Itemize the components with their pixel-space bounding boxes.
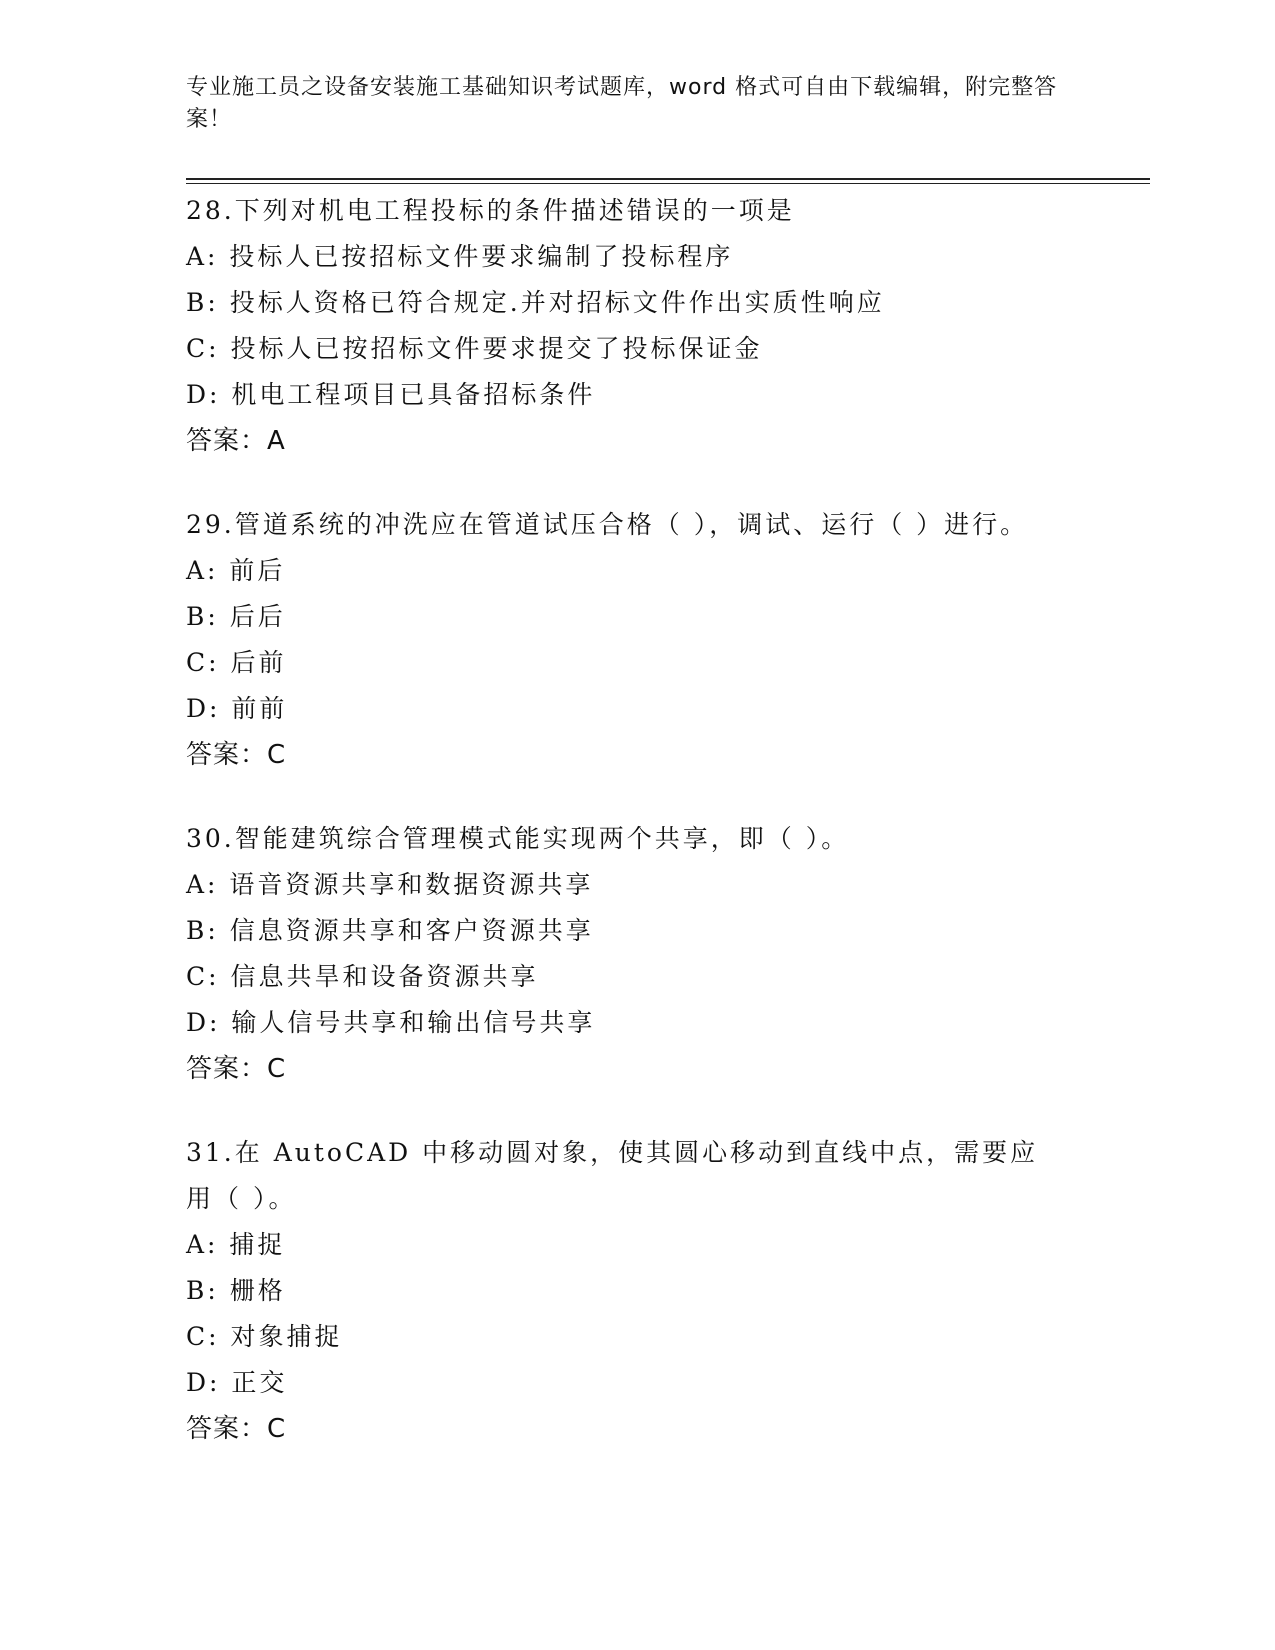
option-a: A: 投标人已按招标文件要求编制了投标程序 bbox=[186, 242, 734, 271]
answer-label: 答案：C bbox=[186, 1414, 287, 1444]
option-c: C: 投标人已按招标文件要求提交了投标保证金 bbox=[186, 334, 763, 363]
answer-label: 答案：C bbox=[186, 740, 287, 770]
option-d: D: 前前 bbox=[186, 694, 288, 723]
question-stem: 28.下列对机电工程投标的条件描述错误的一项是 bbox=[186, 196, 795, 225]
option-b: B: 后后 bbox=[186, 602, 286, 631]
option-c: C: 对象捕捉 bbox=[186, 1322, 343, 1351]
question-29 bbox=[186, 502, 1086, 778]
question-30 bbox=[186, 816, 1086, 1092]
option-d: D: 输人信号共享和输出信号共享 bbox=[186, 1008, 596, 1037]
question-stem: 29.管道系统的冲洗应在管道试压合格（ ），调试、运行（ ）进行。 bbox=[186, 510, 1029, 539]
answer-label: 答案：A bbox=[186, 426, 286, 456]
option-b: B: 信息资源共享和客户资源共享 bbox=[186, 916, 594, 945]
question-list bbox=[186, 188, 1086, 1490]
option-d: D: 正交 bbox=[186, 1368, 288, 1397]
option-c: C: 信息共旱和设备资源共享 bbox=[186, 962, 539, 991]
header-rule-thin bbox=[186, 183, 1150, 184]
option-a: A: 前后 bbox=[186, 556, 286, 585]
question-31 bbox=[186, 1130, 1086, 1452]
question-stem: 30.智能建筑综合管理模式能实现两个共享，即（ ）。 bbox=[186, 824, 850, 853]
option-d: D: 机电工程项目已具备招标条件 bbox=[186, 380, 596, 409]
document-intro: 专业施工员之设备安装施工基础知识考试题库，word 格式可自由下载编辑，附完整答案！ bbox=[186, 75, 1058, 132]
question-stem: 31.在 AutoCAD 中移动圆对象，使其圆心移动到直线中点，需要应用（ ）。 bbox=[186, 1138, 1039, 1213]
option-c: C: 后前 bbox=[186, 648, 287, 677]
option-a: A: 捕捉 bbox=[186, 1230, 286, 1259]
option-b: B: 投标人资格已符合规定.并对招标文件作出实质性响应 bbox=[186, 288, 885, 317]
option-a: A: 语音资源共享和数据资源共享 bbox=[186, 870, 594, 899]
header-rule-thick bbox=[186, 178, 1150, 180]
option-b: B: 栅格 bbox=[186, 1276, 286, 1305]
answer-label: 答案：C bbox=[186, 1054, 287, 1084]
question-28 bbox=[186, 188, 1086, 464]
